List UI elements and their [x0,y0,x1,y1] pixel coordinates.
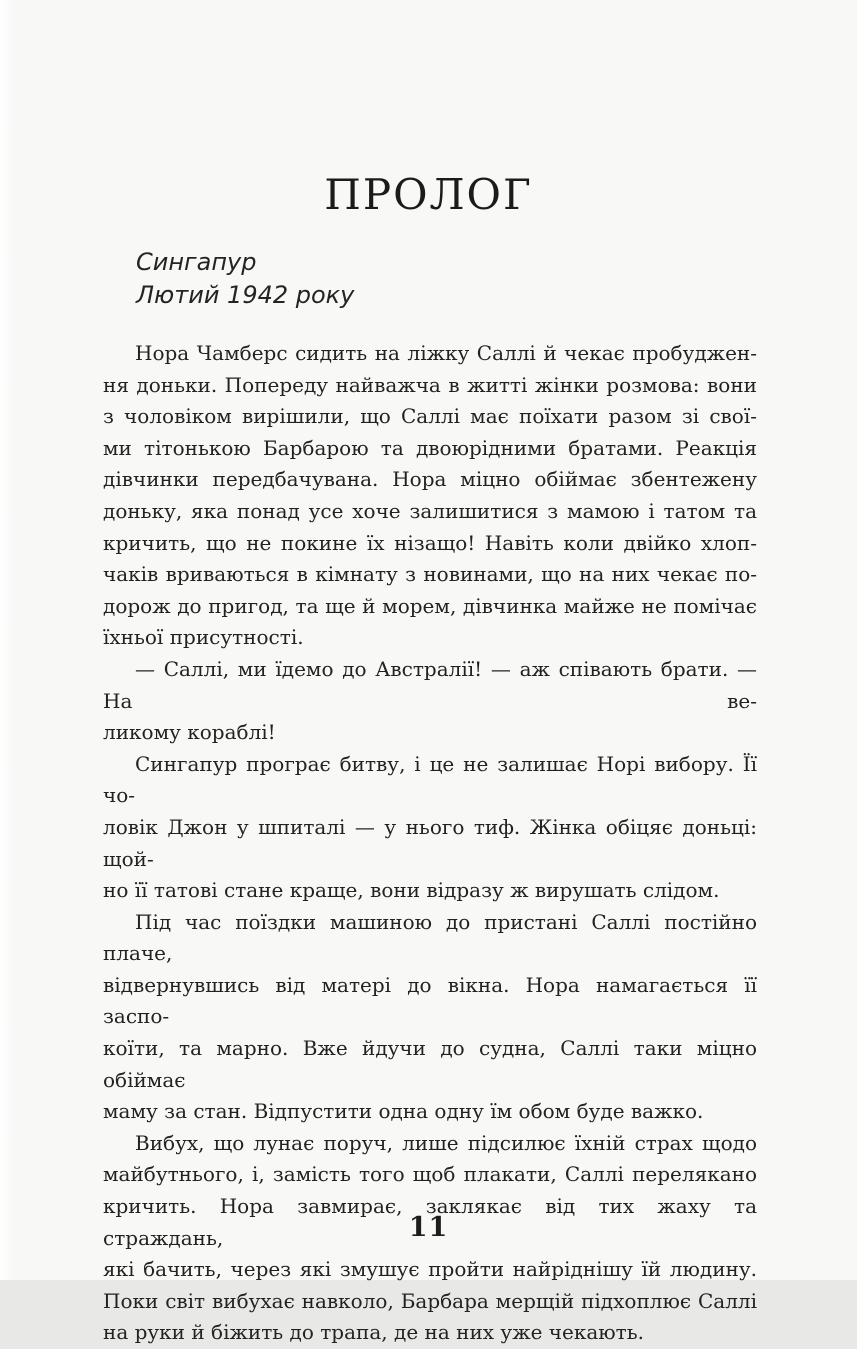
paragraph [103,338,757,654]
epigraph-date: Лютий 1942 року [136,281,355,309]
paragraph [103,749,757,907]
text-line: маму за стан. Відпустити одна одну їм обом буде важко. [103,1099,704,1124]
text-line: коїти, та марно. Вже йдучи до судна, Саллі таки міцно обіймає [103,1036,757,1092]
text-line: на руки й біжить до трапа, де на них уже чекають. [103,1320,644,1345]
text-line: чаків вриваються в кімнату з новинами, що на них чекає по- [103,562,757,587]
text-line: ми тітонькою Барбарою та двоюрідними братами. Реакція [103,435,757,460]
text-line: доньку, яка понад усе хоче залишитися з мамою і татом та [103,498,757,523]
epigraph-place: Сингапур [136,248,257,276]
text-line: кричить. Нора завмирає, заклякає від тих жаху та страждань, [103,1194,757,1250]
text-line: дорож до пригод, та ще й морем, дівчинка майже не помічає [103,593,757,618]
text-line: но її татові стане краще, вони відразу ж вирушать слідом. [103,878,720,903]
text-line: — Саллі, ми їдемо до Австралії! — аж співають брати. — На ве- [103,656,757,713]
body-text [103,338,757,1349]
text-line: Сингапур програє битву, і це не залишає Норі вибору. Її чо- [103,751,757,808]
text-line: Вибух, що лунає поруч, лише підсилює їхній страх щодо [135,1130,757,1155]
text-line: відвернувшись від матері до вікна. Нора намагається її заспо- [103,972,757,1029]
text-line: ловік Джон у шпиталі — у нього тиф. Жінка обіцяє доньці: щой- [103,814,757,871]
text-line: які бачить, через які змушує пройти найріднішу їй людину. [103,1257,757,1282]
text-line: майбутнього, і, замість того щоб плакати, Саллі перелякано [103,1162,757,1187]
text-line: з чоловіком вирішили, що Саллі має поїхати разом зі свої- [103,404,757,429]
text-line: Поки світ вибухає навколо, Барбара мерщій підхоплює Саллі [103,1288,757,1313]
paragraph [103,654,757,749]
text-line: ликому кораблі! [103,720,276,745]
text-line: дівчинки передбачувана. Нора міцно обіймає збентежену [103,467,757,492]
paragraph [103,907,757,1128]
text-line: ня доньки. Попереду найважча в житті жінки розмова: вони [103,372,757,397]
text-line: Під час поїздки машиною до пристані Саллі постійно плаче, [103,909,757,966]
chapter-title: ПРОЛОГ [324,170,533,219]
text-line: Нора Чамберс сидить на ліжку Саллі й чекає пробуджен- [135,341,757,365]
epigraph [136,246,857,312]
page-number: 11 [408,1212,449,1243]
text-line: їхньої присутності. [103,625,304,650]
text-line: кричить, що не покине їх нізащо! Навіть коли двійко хлоп- [103,530,757,555]
